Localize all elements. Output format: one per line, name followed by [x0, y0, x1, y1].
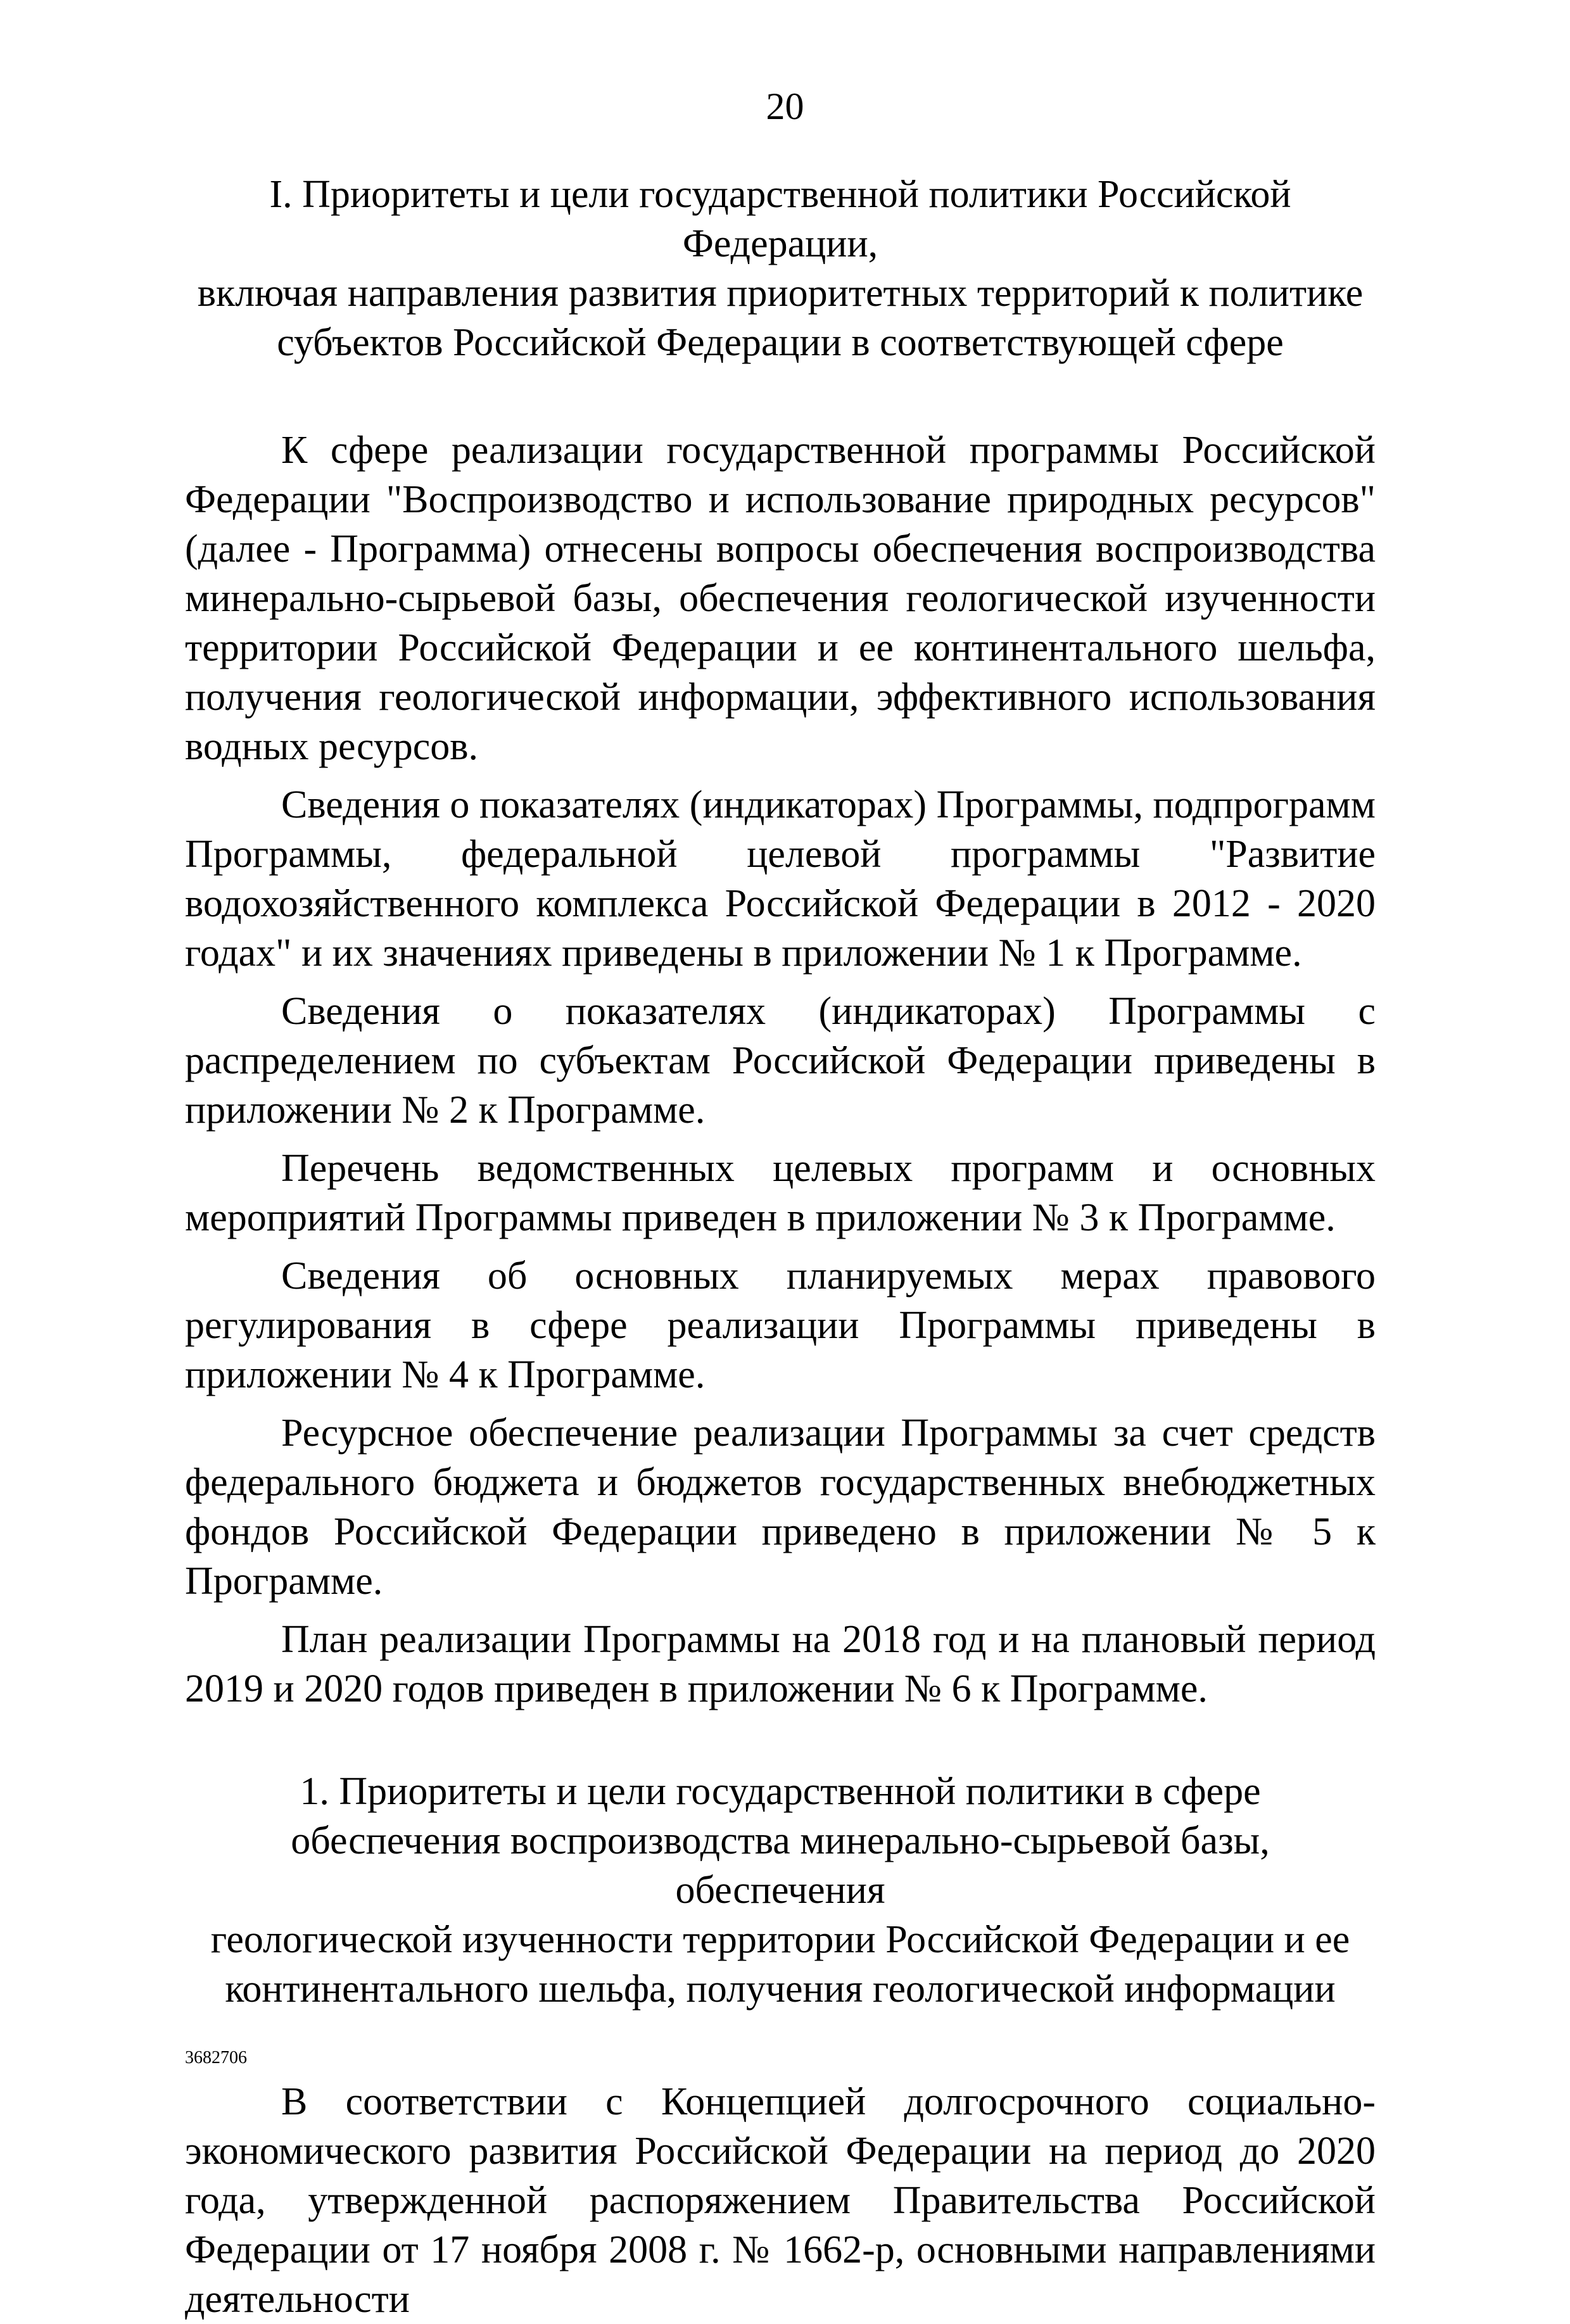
page-number: 20	[766, 85, 804, 127]
subsection-heading-line: геологической изученности территории Российской Федерации и ее	[210, 1918, 1350, 1961]
paragraph-legal-regulation: Сведения об основных планируемых мерах правового регулирования в сфере реализации Программы приведены в приложении № 4 к Программе.	[185, 1254, 1376, 1396]
paragraph-regional-indicators: Сведения о показателях (индикаторах) Программы с распределением по субъектам Российской Федерации приведены в приложении № 2 к Программе.	[185, 990, 1376, 1132]
paragraph-indicators: Сведения о показателях (индикаторах) Программы, подпрограмм Программы, федеральной целевой программы "Развитие водохозяйственного комплекса Российской Федерации в 2012 - 2020 годах" и их значениях приведены в приложении № 1 к Программе.	[185, 783, 1376, 975]
paragraph-implementation-plan: План реализации Программы на 2018 год и на плановый период 2019 и 2020 годов приведен в приложении № 6 к Программе.	[185, 1618, 1376, 1710]
section-heading-line: I. Приоритеты и цели государственной политики Российской Федерации,	[269, 173, 1291, 265]
section-heading-line: включая направления развития приоритетных территорий к политике	[197, 272, 1364, 315]
subsection-heading-line: континентального шельфа, получения геологической информации	[225, 1967, 1336, 2011]
section-heading-line: субъектов Российской Федерации в соответствующей сфере	[277, 321, 1284, 364]
subsection-heading-line: 1. Приоритеты и цели государственной политики в сфере	[300, 1770, 1261, 1813]
section-heading	[185, 170, 1376, 367]
paragraph-target-programs: Перечень ведомственных целевых программ и основных мероприятий Программы приведен в приложении № 3 к Программе.	[185, 1147, 1376, 1239]
paragraph-program-scope: К сфере реализации государственной программы Российской Федерации "Воспроизводство и использование природных ресурсов" (далее - Программа) отнесены вопросы обеспечения воспроизводства минерально-сырьевой базы, обеспечения геологической изученности территории Российской Федерации и ее континентального шельфа, получения геологической информации, эффективного использования водных ресурсов.	[185, 429, 1376, 768]
subsection-heading	[185, 1767, 1376, 2014]
paragraph-concept-reference: В соответствии с Концепцией долгосрочного социально-экономического развития Российской Федерации на период до 2020 года, утвержденной распоряжением Правительства Российской Федерации от 17 ноября 2008 г. № 1662-р, основными направлениями деятельности	[185, 2080, 1376, 2321]
subsection-heading-line: обеспечения воспроизводства минерально-сырьевой базы, обеспечения	[291, 1819, 1270, 1912]
paragraph-resource-support: Ресурсное обеспечение реализации Программы за счет средств федерального бюджета и бюджетов государственных внебюджетных фондов Российской Федерации приведено в приложении № 5 к Программе.	[185, 1411, 1376, 1603]
document-body	[185, 170, 1376, 2324]
document-code: 3682706	[185, 2048, 247, 2068]
